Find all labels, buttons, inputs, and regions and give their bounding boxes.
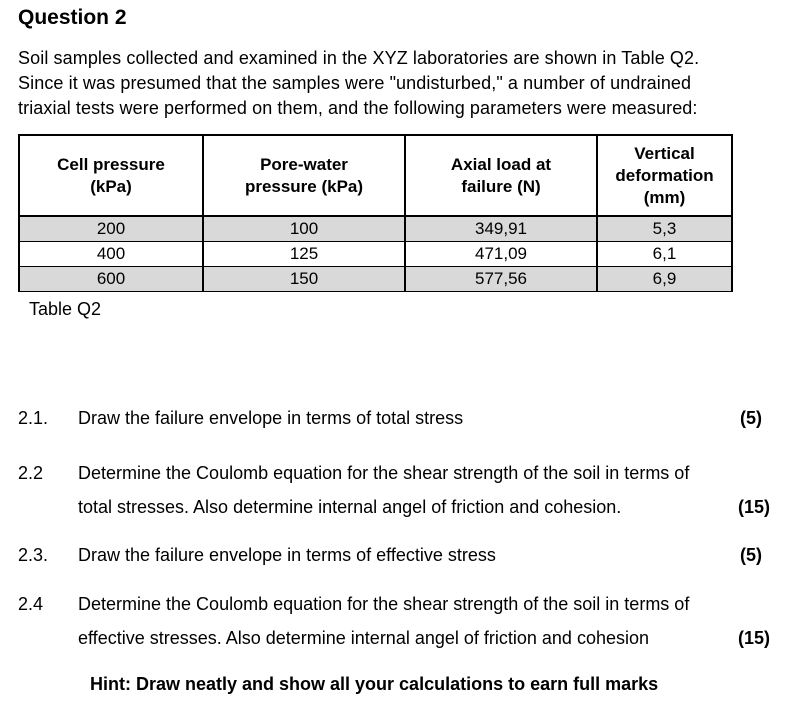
table-cell: 200 [19, 216, 203, 242]
question-number: 2.1. [18, 408, 49, 428]
intro-line: Soil samples collected and examined in the XYZ laboratories are shown in Table Q2. [18, 48, 700, 68]
table-cell: 100 [203, 216, 405, 242]
table-cell: 471,09 [405, 242, 597, 267]
table-row [19, 267, 732, 292]
table-cell: 6,9 [597, 267, 732, 292]
question-text: effective stresses. Also determine internal angel of friction and cohesion [78, 628, 649, 648]
table-cell: 125 [203, 242, 405, 267]
question-text: Determine the Coulomb equation for the shear strength of the soil in terms of [78, 463, 690, 483]
header-axial-load: Axial load at failure (N) [405, 135, 597, 216]
table-caption: Table Q2 [29, 299, 102, 319]
question-text: total stresses. Also determine internal angel of friction and cohesion. [78, 497, 622, 517]
question-text: Determine the Coulomb equation for the shear strength of the soil in terms of [78, 594, 690, 614]
header-vertical-deformation: Vertical deformation (mm) [597, 135, 732, 216]
question-marks: (15) [737, 497, 770, 517]
table-header-row [19, 135, 732, 216]
table-cell: 150 [203, 267, 405, 292]
table-cell: 600 [19, 267, 203, 292]
table-cell: 577,56 [405, 267, 597, 292]
question-number: 2.2 [18, 463, 44, 483]
question-text: Draw the failure envelope in terms of effective stress [78, 545, 496, 565]
question-text: Draw the failure envelope in terms of total stress [78, 408, 464, 428]
question-title: Question 2 [18, 6, 127, 29]
question-number: 2.3. [18, 545, 49, 565]
intro-line: Since it was presumed that the samples were "undisturbed," a number of undrained [18, 73, 692, 93]
table-row [19, 216, 732, 242]
table-q2 [18, 134, 733, 292]
question-number: 2.4 [18, 594, 44, 614]
table-cell: 400 [19, 242, 203, 267]
intro-paragraph [18, 46, 778, 121]
question-marks: (5) [740, 545, 762, 565]
intro-line: triaxial tests were performed on them, and the following parameters were measured: [18, 98, 698, 118]
question-marks: (15) [737, 628, 770, 648]
header-pore-water: Pore-water pressure (kPa) [203, 135, 405, 216]
table-cell: 5,3 [597, 216, 732, 242]
table-cell: 349,91 [405, 216, 597, 242]
table-cell: 6,1 [597, 242, 732, 267]
hint-text: Hint: Draw neatly and show all your calculations to earn full marks [90, 674, 659, 694]
question-marks: (5) [740, 408, 762, 428]
table-row [19, 242, 732, 267]
header-cell-pressure: Cell pressure (kPa) [19, 135, 203, 216]
